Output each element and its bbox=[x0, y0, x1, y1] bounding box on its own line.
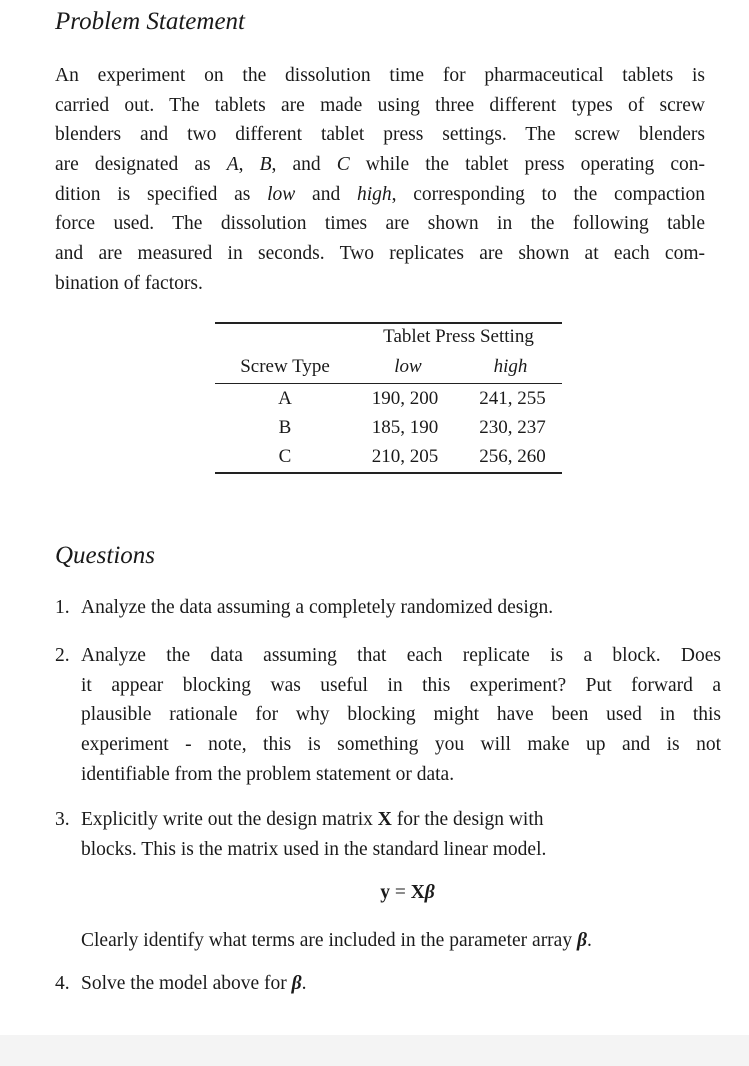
problem-line: blenders and two different tablet press settings. The screw blenders bbox=[55, 124, 705, 146]
problem-line: force used. The dissolution times are shown in the following table bbox=[55, 213, 705, 235]
table-cell-low: 185, 190 bbox=[371, 417, 439, 438]
problem-line: and are measured in seconds. Two replicates are shown at each com- bbox=[55, 243, 705, 265]
table-row-type: C bbox=[278, 446, 292, 467]
page-bottom-strip bbox=[0, 1035, 749, 1066]
question-line: Analyze the data assuming that each replicate is a block. Does bbox=[81, 645, 721, 666]
table-group-header: Tablet Press Setting bbox=[383, 326, 534, 347]
table-row-type: B bbox=[278, 417, 292, 438]
problem-line: are designated as A, B, and C while the tablet press operating con- bbox=[55, 154, 706, 176]
question-line: Solve the model above for β. bbox=[81, 973, 307, 994]
question-line: it appear blocking was useful in this experiment? Put forward a bbox=[81, 674, 721, 696]
problem-line: An experiment on the dissolution time for pharmaceutical tablets is bbox=[55, 65, 705, 86]
problem-line: bination of factors. bbox=[55, 272, 203, 294]
table-col-low: low bbox=[394, 356, 422, 377]
question-number: 2. bbox=[55, 645, 70, 666]
question-line: Analyze the data assuming a completely randomized design. bbox=[81, 597, 554, 618]
problem-statement-heading: Problem Statement bbox=[55, 8, 246, 35]
question-line: blocks. This is the matrix used in the standard linear model. bbox=[81, 838, 547, 860]
problem-line: carried out. The tablets are made using three different types of screw bbox=[55, 94, 705, 116]
table-header-rule bbox=[215, 383, 562, 384]
question-line: plausible rationale for why blocking might have been used in this bbox=[81, 704, 721, 726]
problem-line: dition is specified as low and high, corresponding to the compaction bbox=[55, 183, 706, 205]
question-line: Clearly identify what terms are included in the parameter array β. bbox=[81, 930, 592, 951]
question-line: experiment - note, this is something you will make up and is not bbox=[81, 734, 721, 756]
question-line: Explicitly write out the design matrix X for the design with bbox=[81, 809, 544, 830]
table-col-high: high bbox=[493, 356, 528, 377]
questions-heading: Questions bbox=[55, 542, 155, 569]
question-number: 3. bbox=[55, 809, 70, 830]
table-cell-low: 210, 205 bbox=[371, 446, 439, 467]
table-row-type: A bbox=[278, 388, 292, 409]
table-cell-low: 190, 200 bbox=[371, 388, 439, 409]
table-cell-high: 230, 237 bbox=[479, 417, 546, 438]
question-number: 1. bbox=[55, 597, 70, 618]
table-bottom-rule bbox=[215, 472, 562, 474]
table-cell-high: 256, 260 bbox=[479, 446, 546, 467]
linear-model-equation: y = Xβ bbox=[380, 882, 435, 903]
table-row-header: Screw Type bbox=[240, 356, 330, 377]
question-number: 4. bbox=[55, 973, 70, 994]
table-cell-high: 241, 255 bbox=[479, 388, 546, 409]
question-line: identifiable from the problem statement or data. bbox=[81, 763, 455, 785]
problem-paragraph bbox=[55, 61, 705, 299]
